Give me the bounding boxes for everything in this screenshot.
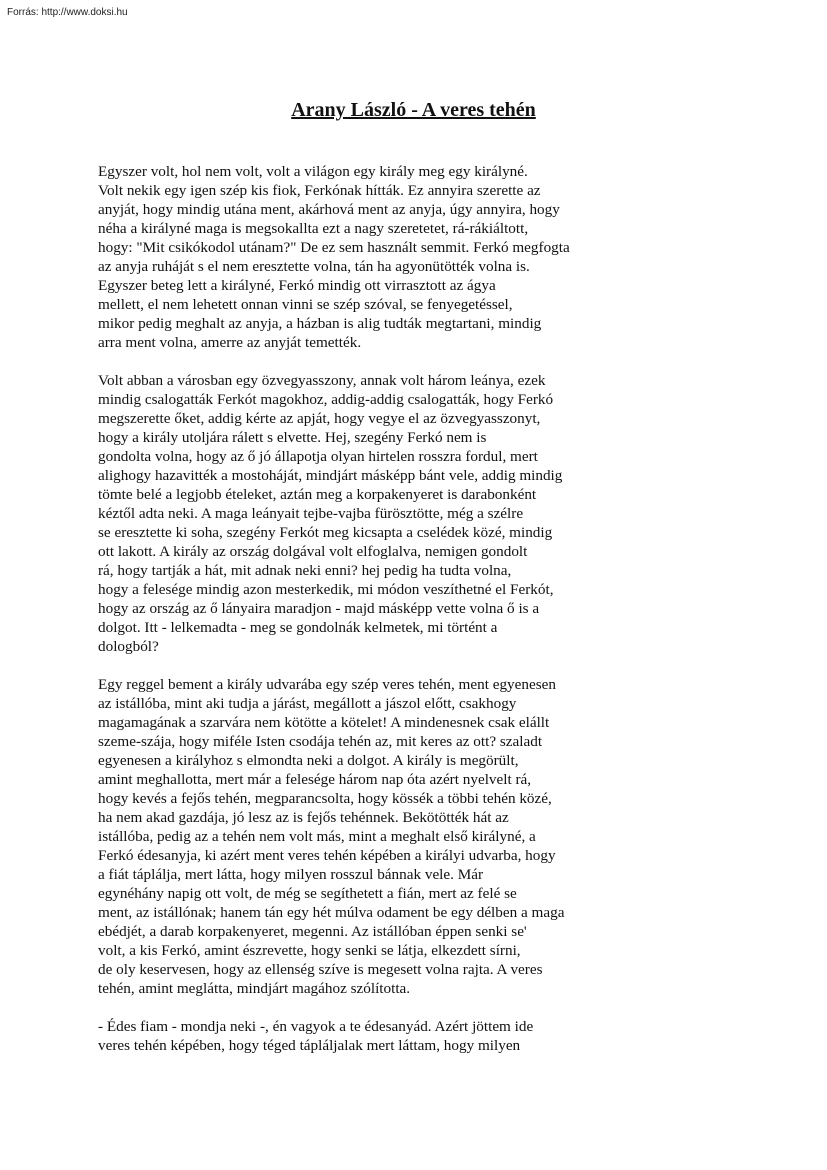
text-line: ebédjét, a darab korpakenyeret, megenni. Az istállóban éppen senki se' xyxy=(98,923,527,940)
text-line: tömte belé a legjobb ételeket, aztán meg a korpakenyeret is darabonként xyxy=(98,486,537,503)
text-line: dolgot. Itt - lelkemadta - meg se gondolnák kelmetek, mi történt a xyxy=(98,619,498,636)
text-line: arra ment volna, amerre az anyját temették. xyxy=(98,334,362,351)
text-line: istállóba, pedig az a tehén nem volt más, mint a meghalt első királyné, a xyxy=(98,828,536,845)
text-line: egyenesen a királyhoz s elmondta neki a dolgot. A király is megörült, xyxy=(98,752,519,769)
text-line: ment, az istállónak; hanem tán egy hét múlva odament be egy délben a maga xyxy=(98,904,565,921)
text-line: az anyja ruháját s el nem eresztette volna, tán ha agyonütötték volna is. xyxy=(98,258,530,275)
source-note: Forrás: http://www.doksi.hu xyxy=(7,7,128,18)
text-line: se eresztette ki soha, szegény Ferkót meg kicsapta a cselédek közé, mindig xyxy=(98,524,553,541)
text-line: Egyszer volt, hol nem volt, volt a világon egy király meg egy királyné. xyxy=(98,163,528,180)
text-line: hogy a felesége mindig azon mesterkedik, mi módon veszíthetné el Ferkót, xyxy=(98,581,554,598)
text-line: rá, hogy tartják a hát, mit adnak neki enni? hej pedig ha tudta volna, xyxy=(98,562,512,579)
document-title: Arany László - A veres tehén xyxy=(291,99,536,121)
paragraph-2 xyxy=(98,371,798,656)
text-line: az istállóba, mint aki tudja a járást, megállott a jászol előtt, csakhogy xyxy=(98,695,517,712)
text-line: gondolta volna, hogy az ő jó állapotja olyan hirtelen rosszra fordul, mert xyxy=(98,448,538,465)
text-line: alighogy hazavitték a mostoháját, mindjárt másképp bánt vele, addig mindig xyxy=(98,467,563,484)
text-line: volt, a kis Ferkó, amint észrevette, hogy senki se látja, elkezdett sírni, xyxy=(98,942,521,959)
paragraph-4 xyxy=(98,1017,798,1055)
text-line: dologból? xyxy=(98,638,159,655)
text-line: ha nem akad gazdája, jó lesz az is fejős tehénnek. Bekötötték hát az xyxy=(98,809,509,826)
story-body xyxy=(98,162,798,1074)
text-line: Egyszer beteg lett a királyné, Ferkó mindig ott virrasztott az ágya xyxy=(98,277,496,294)
text-line: amint meghallotta, mert már a felesége három nap óta azért nyelvelt rá, xyxy=(98,771,532,788)
text-line: ott lakott. A király az ország dolgával volt elfoglalva, nemigen gondolt xyxy=(98,543,528,560)
text-line: anyját, hogy mindig utána ment, akárhová ment az anyja, úgy annyira, hogy xyxy=(98,201,560,218)
text-line: Egy reggel bement a király udvarába egy szép veres tehén, ment egyenesen xyxy=(98,676,556,693)
text-line: Volt abban a városban egy özvegyasszony, annak volt három leánya, ezek xyxy=(98,372,546,389)
text-line: megszerette őket, addig kérte az apját, hogy vegye el az özvegyasszonyt, xyxy=(98,410,541,427)
text-line: hogy kevés a fejős tehén, megparancsolta, hogy kössék a többi tehén közé, xyxy=(98,790,552,807)
text-line: mindig csalogatták Ferkót magokhoz, addig-addig csalogatták, hogy Ferkó xyxy=(98,391,554,408)
text-line: néha a királyné maga is megsokallta ezt a nagy szeretetet, rá-rákiáltott, xyxy=(98,220,529,237)
text-line: tehén, amint meglátta, mindjárt magához szólította. xyxy=(98,980,411,997)
text-line: a fiát táplálja, mert látta, hogy milyen rosszul bánnak vele. Már xyxy=(98,866,484,883)
paragraph-1 xyxy=(98,162,798,352)
text-line: hogy a király utoljára rálett s elvette. Hej, szegény Ferkó nem is xyxy=(98,429,487,446)
text-line: magamagának a szarvára nem kötötte a kötelet! A mindenesnek csak elállt xyxy=(98,714,550,731)
text-line: Ferkó édesanyja, ki azért ment veres tehén képében a királyi udvarba, hogy xyxy=(98,847,556,864)
text-line: hogy az ország az ő lányaira maradjon - majd másképp vette volna ő is a xyxy=(98,600,540,617)
text-line: - Édes fiam - mondja neki -, én vagyok a te édesanyád. Azért jöttem ide xyxy=(98,1018,534,1035)
text-line: de oly keservesen, hogy az ellenség szíve is megesett volna rajta. A veres xyxy=(98,961,543,978)
paragraph-3 xyxy=(98,675,798,998)
text-line: kéztől adta neki. A maga leányait tejbe-vajba fürösztötte, még a szélre xyxy=(98,505,524,522)
text-line: veres tehén képében, hogy téged tápláljalak mert láttam, hogy milyen xyxy=(98,1037,521,1054)
text-line: szeme-szája, hogy miféle Isten csodája tehén az, mit keres az ott? szaladt xyxy=(98,733,543,750)
text-line: egynéhány napig ott volt, de még se segíthetett a fián, mert az felé se xyxy=(98,885,517,902)
text-line: Volt nekik egy igen szép kis fiok, Ferkónak hítták. Ez annyira szerette az xyxy=(98,182,541,199)
text-line: mikor pedig meghalt az anyja, a házban is alig tudták megtartani, mindig xyxy=(98,315,542,332)
text-line: hogy: "Mit csikókodol utánam?" De ez sem használt semmit. Ferkó megfogta xyxy=(98,239,570,256)
text-line: mellett, el nem lehetett onnan vinni se szép szóval, se fenyegetéssel, xyxy=(98,296,513,313)
